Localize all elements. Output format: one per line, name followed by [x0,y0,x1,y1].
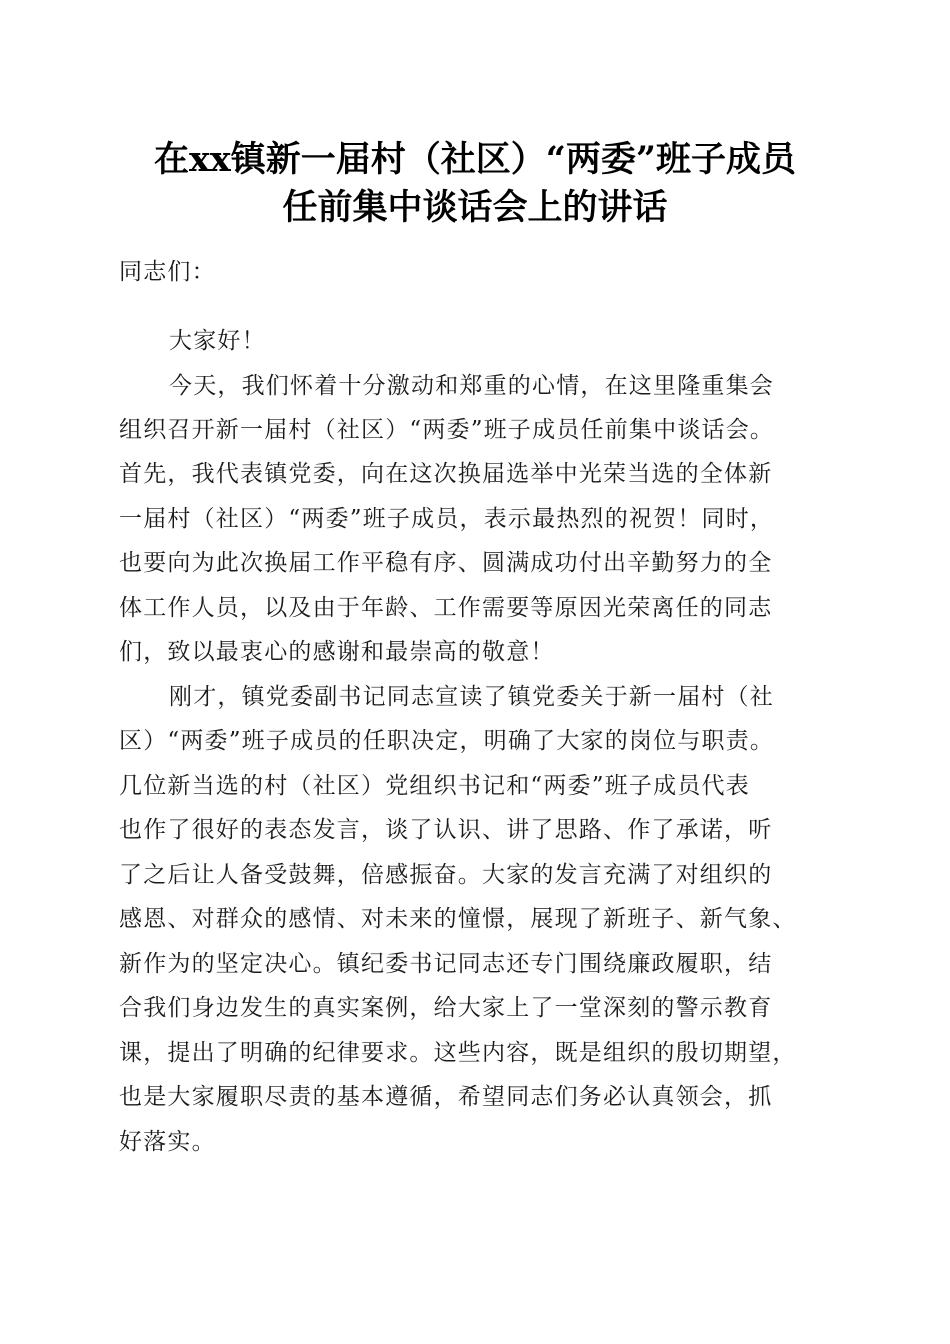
document-title-line-2: 任前集中谈话会上的讲话 [282,187,668,228]
paragraph-2-line: 合我们身边发生的真实案例，给大家上了一堂深刻的警示教育 [119,995,773,1021]
paragraph-1-line: 也要向为此次换届工作平稳有序、圆满成功付出辛勤努力的全 [119,550,773,576]
paragraph-1-line: 们，致以最衷心的感谢和最崇高的敬意！ [119,639,555,665]
document-title-line-1: 在xx镇新一届村（社区）“两委”班子成员 [154,139,796,180]
paragraph-2-line: 几位新当选的村（社区）党组织书记和“两委”班子成员代表 [119,773,750,799]
paragraph-1-line: 组织召开新一届村（社区）“两委”班子成员任前集中谈话会。 [119,417,775,443]
paragraph-2-line: 新作为的坚定决心。镇纪委书记同志还专门围绕廉政履职，结 [119,951,773,977]
paragraph-2-line: 了之后让人备受鼓舞，倍感振奋。大家的发言充满了对组织的 [119,862,773,888]
paragraph-2-line: 也是大家履职尽责的基本遵循，希望同志们务必认真领会，抓 [119,1084,773,1110]
paragraph-1-line: 一届村（社区）“两委”班子成员，表示最热烈的祝贺！同时， [119,506,775,532]
paragraph-2-line: 区）“两委”班子成员的任职决定，明确了大家的岗位与职责。 [119,728,775,754]
paragraph-2-line: 好落实。 [119,1129,216,1155]
salutation-line: 大家好！ [169,328,266,354]
paragraph-1-line: 今天，我们怀着十分激动和郑重的心情，在这里隆重集会 [169,373,774,399]
paragraph-1-line: 体工作人员，以及由于年龄、工作需要等原因光荣离任的同志 [119,595,773,621]
paragraph-2-line: 感恩、对群众的感情、对未来的憧憬，展现了新班子、新气象、 [119,906,797,932]
greeting-line: 同志们： [119,259,216,285]
paragraph-1-line: 首先，我代表镇党委，向在这次换届选举中光荣当选的全体新 [119,461,773,487]
paragraph-2-line: 也作了很好的表态发言，谈了认识、讲了思路、作了承诺，听 [119,817,773,843]
paragraph-2-line: 课，提出了明确的纪律要求。这些内容，既是组织的殷切期望， [119,1040,797,1066]
paragraph-2-line: 刚才，镇党委副书记同志宣读了镇党委关于新一届村（社 [169,684,774,710]
